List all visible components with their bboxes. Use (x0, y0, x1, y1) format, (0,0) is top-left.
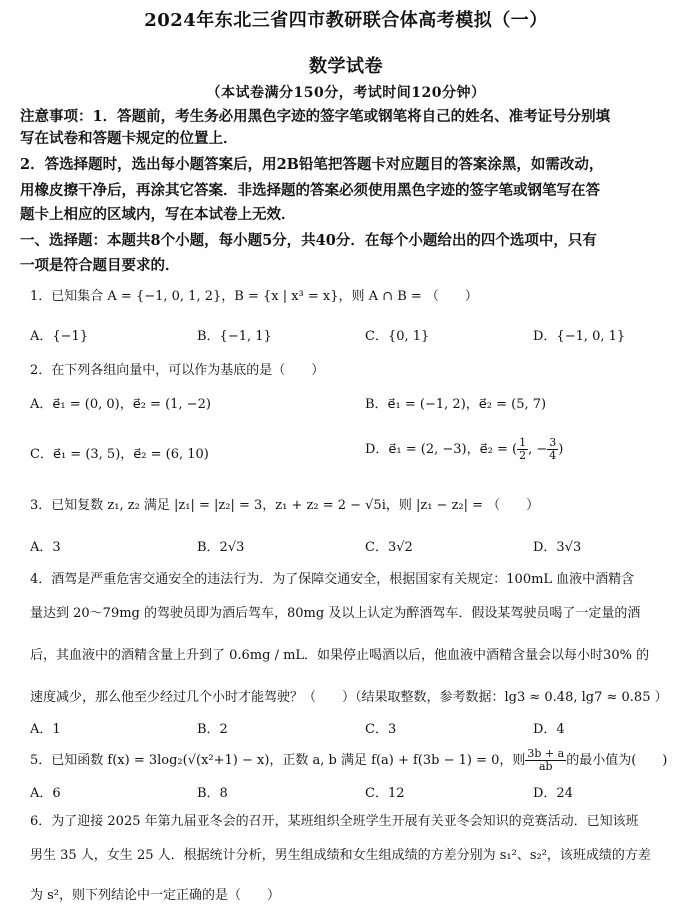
question-3-stem: 3．已知复数 z₁, z₂ 满足 |z₁| = |z₂| = 3，z₁ + z₂ = 2 − √5i，则 |z₁ − z₂| = （ ） (30, 498, 540, 513)
question-4-option-a: A．1 (30, 722, 61, 737)
question-2-option-d-suffix: ) (558, 442, 564, 457)
instructions-line-2: 写在试卷和答题卡规定的位置上． (20, 130, 238, 147)
question-1-option-c: C．{0, 1} (365, 329, 430, 344)
question-6-line-1: 6．为了迎接 2025 年第九届亚冬会的召开，某班组织全班学生开展有关亚冬会知识的竞赛活动．已知该班 (30, 814, 639, 829)
question-6-line-3: 为 s²，则下列结论中一定正确的是（ ） (30, 888, 281, 903)
question-3-option-c: C．3√2 (365, 540, 413, 555)
question-3-option-b: B．2√3 (197, 540, 245, 555)
question-2-option-c: C．e⃗₁ = (3, 5)，e⃗₂ = (6, 10) (30, 447, 209, 462)
fraction-numerator: 3b + a (527, 747, 565, 760)
fraction-denominator: 2 (519, 449, 527, 462)
question-4-option-b: B．2 (197, 722, 228, 737)
question-2-option-b: B．e⃗₁ = (−1, 2)，e⃗₂ = (5, 7) (365, 397, 547, 412)
question-5-stem (30, 748, 680, 774)
instructions-line-5: 题卡上相应的区域内，写在本试卷上无效． (20, 206, 296, 223)
section-heading-line-2: 一项是符合题目要求的． (20, 257, 180, 274)
question-4-line-1: 4．酒驾是严重危害交通安全的违法行为．为了保障交通安全，根据国家有关规定：100mL 血液中酒精含 (30, 572, 635, 587)
instructions-line-1: 注意事项：1．答题前，考生务必用黑色字迹的签字笔或钢笔将自己的姓名、准考证号分别填 (20, 108, 611, 125)
instructions-line-3: 2．答选择题时，选出每小题答案后，用2B铅笔把答题卡对应题目的答案涂黑，如需改动， (20, 156, 604, 173)
question-2-option-d (365, 437, 563, 462)
question-2-option-d-separator: , − (528, 442, 548, 457)
fraction-three-quarters (547, 437, 558, 462)
question-1-option-d: D．{−1, 0, 1} (533, 329, 626, 344)
question-5-stem-prefix: 5．已知函数 f(x) = 3log₂(√(x²+1) − x)，正数 a, b 满足 f(a) + f(3b − 1) = 0，则 (30, 753, 526, 768)
question-5-option-b: B．8 (197, 786, 228, 801)
instructions-line-4: 用橡皮擦干净后，再涂其它答案．非选择题的答案必须使用黑色字迹的签字笔或钢笔写在答 (20, 182, 600, 199)
question-1-option-b: B．{−1, 1} (197, 329, 272, 344)
fraction-3b-plus-a-over-ab (525, 748, 566, 773)
question-4-line-3: 后，其血液中的酒精含量上升到了 0.6mg / mL．如果停止喝酒以后，他血液中酒精含量会以每小时30% 的 (30, 648, 650, 663)
question-4-option-c: C．3 (365, 722, 397, 737)
question-4-line-2: 量达到 20～79mg 的驾驶员即为酒后驾车，80mg 及以上认定为醉酒驾车．假设某驾驶员喝了一定量的酒 (30, 606, 641, 621)
question-2-option-d-prefix: D．e⃗₁ = (2, −3)，e⃗₂ = ( (365, 442, 518, 457)
exam-subject: 数学试卷 (309, 56, 383, 77)
question-1-stem: 1．已知集合 A = {−1, 0, 1, 2}，B = {x | x³ = x}，则 A ∩ B = （ ） (30, 289, 478, 304)
question-4-line-4: 速度减少，那么他至少经过几个小时才能驾驶？（ ）（结果取整数，参考数据：lg3 ≈ 0.48, lg7 ≈ 0.85 ） (30, 690, 668, 705)
question-5-option-a: A．6 (30, 786, 61, 801)
question-3-option-d: D．3√3 (533, 540, 582, 555)
fraction-numerator: 3 (549, 436, 557, 449)
section-heading-line-1: 一、选择题：本题共8个小题，每小题5分，共40分．在每个小题给出的四个选项中，只有 (20, 232, 597, 249)
question-2-stem: 2．在下列各组向量中，可以作为基底的是（ ） (30, 363, 325, 378)
exam-title: 2024年东北三省四市教研联合体高考模拟（一） (144, 10, 548, 31)
exam-note: （本试卷满分150分，考试时间120分钟） (206, 85, 486, 101)
question-5-stem-suffix: 的最小值为( ) (566, 753, 668, 768)
question-4-option-d: D．4 (533, 722, 565, 737)
question-2-option-a: A．e⃗₁ = (0, 0)，e⃗₂ = (1, −2) (30, 397, 211, 412)
fraction-numerator: 1 (519, 436, 527, 449)
fraction-denominator: ab (539, 760, 553, 773)
fraction-denominator: 4 (549, 449, 557, 462)
question-6-line-2: 男生 35 人，女生 25 人．根据统计分析，男生组成绩和女生组成绩的方差分别为 s₁²、s₂²，该班成绩的方差 (30, 848, 651, 863)
question-1-option-a: A．{−1} (30, 329, 89, 344)
question-5-option-c: C．12 (365, 786, 405, 801)
question-5-option-d: D．24 (533, 786, 573, 801)
fraction-one-half (517, 437, 528, 462)
question-3-option-a: A．3 (30, 540, 61, 555)
